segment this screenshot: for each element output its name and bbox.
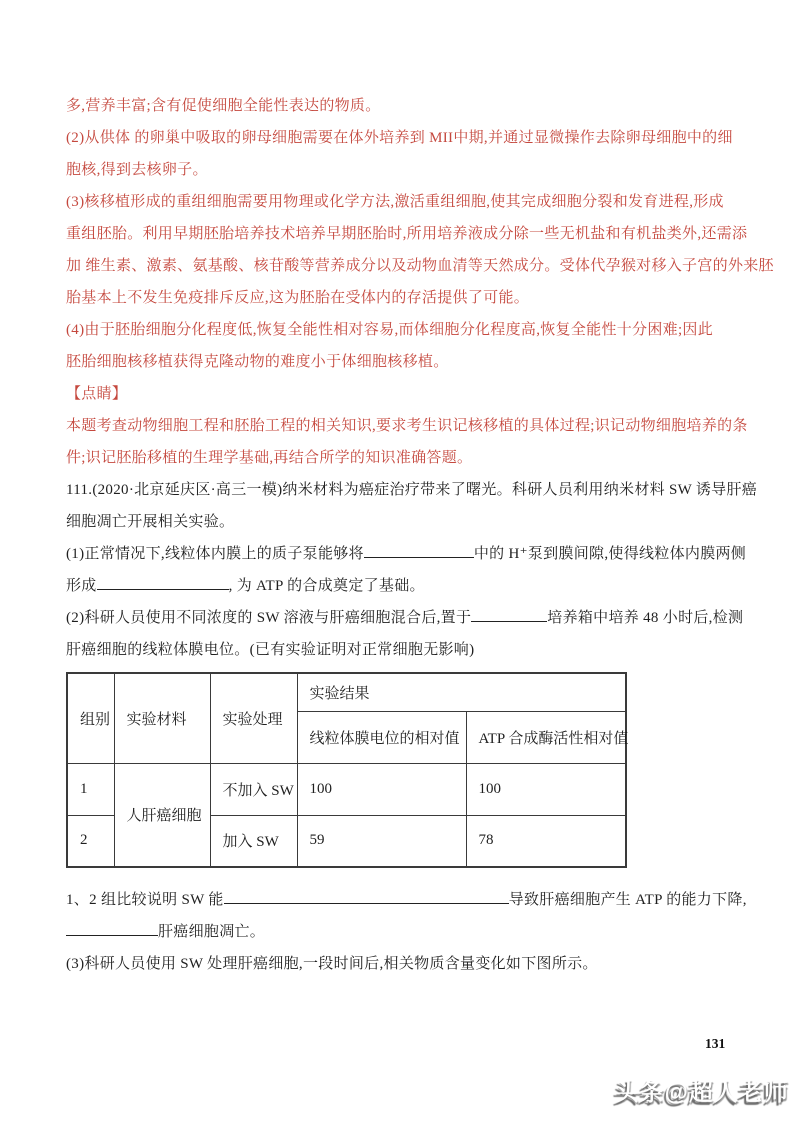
answer-line: 胞核,得到去核卵子。 [66,162,208,178]
answer-blank [364,556,474,558]
answer-line: 加 维生素、激素、氨基酸、核苷酸等营养成分以及动物血清等天然成分。受体代孕猴对移入子宫的外来胚 [66,258,774,274]
question-intro-line: 111.(2020·北京延庆区·高三一模)纳米材料为癌症治疗带来了曙光。科研人员利用纳米材料 SW 诱导肝癌 [66,482,758,498]
table-row [67,763,626,815]
conclusion-line1 [66,884,747,916]
question-part2-line2: 肝癌细胞的线粒体膜电位。(已有实验证明对正常细胞无影响) [66,642,475,658]
answer-block [66,90,774,474]
answer-line: (2)从供体 的卵巢中吸取的卵母细胞需要在体外培养到 MII中期,并通过显微操作去除卵母细胞中的细 [66,130,733,146]
cell-group: 1 [67,763,114,815]
question-part3-line: (3)科研人员使用 SW 处理肝癌细胞,一段时间后,相关物质含量变化如下图所示。 [66,956,598,972]
cell-potential: 100 [297,763,466,815]
text-segment: (2)科研人员使用不同浓度的 SW 溶液与肝癌细胞混合后,置于 [66,610,472,626]
cell-group: 2 [67,815,114,867]
cell-atp: 78 [466,815,626,867]
text-segment: 导致肝癌细胞产生 ATP 的能力下降, [508,892,747,908]
answer-line: 胎基本上不发生免疫排斥反应,这为胚胎在受体内的存活提供了可能。 [66,290,530,306]
highlight-label: 【点睛】 [66,386,128,402]
cell-material-merged: 人肝癌细胞 [114,763,210,867]
answer-line: (3)核移植形成的重组细胞需要用物理或化学方法,激活重组细胞,使其完成细胞分裂和发育进程,形成 [66,194,724,210]
answer-blank [66,934,158,936]
table-header-result: 实验结果 [297,673,626,711]
cell-potential: 59 [297,815,466,867]
question-intro-line: 细胞凋亡开展相关实验。 [66,514,235,530]
table-header-potential: 线粒体膜电位的相对值 [297,711,466,763]
table-header-atp: ATP 合成酶活性相对值 [466,711,626,763]
answer-line: 件;识记胚胎移植的生理学基础,再结合所学的知识准确答题。 [66,450,473,466]
page-number: 131 [705,1036,726,1051]
answer-line: 重组胚胎。利用早期胚胎培养技术培养早期胚胎时,所用培养液成分除一些无机盐和有机盐类外,还需添 [66,226,748,242]
experiment-table [66,672,627,868]
table-header-material: 实验材料 [114,673,210,763]
text-segment: 肝癌细胞凋亡。 [158,924,266,940]
table-header-group: 组别 [67,673,114,763]
question-111 [66,474,758,980]
cell-treatment: 加入 SW [210,815,297,867]
text-segment: 形成 [66,578,97,594]
answer-blank [97,588,229,590]
answer-blank [471,620,547,622]
question-part1-line2 [66,570,736,602]
answer-blank [224,902,509,904]
answer-line: (4)由于胚胎细胞分化程度低,恢复全能性相对容易,而体细胞分化程度高,恢复全能性十分困难;因此 [66,322,714,338]
answer-line: 胚胎细胞核移植获得克隆动物的难度小于体细胞核移植。 [66,354,449,370]
table-header-treatment: 实验处理 [210,673,297,763]
text-segment: 中的 H⁺泵到膜间隙,使得线粒体内膜两侧 [473,546,747,562]
watermark: 头条@超人老师 [614,1079,789,1106]
answer-line: 多,营养丰富;含有促使细胞全能性表达的物质。 [66,98,381,114]
text-segment: , 为 ATP 的合成奠定了基础。 [228,578,425,594]
text-segment: (1)正常情况下,线粒体内膜上的质子泵能够将 [66,546,364,562]
answer-line: 本题考查动物细胞工程和胚胎工程的相关知识,要求考生识记核移植的具体过程;识记动物细胞培养的条 [66,418,748,434]
cell-treatment: 不加入 SW [210,763,297,815]
question-part2-line1 [66,602,744,634]
cell-atp: 100 [466,763,626,815]
text-segment: 培养箱中培养 48 小时后,检测 [547,610,744,626]
question-part1-line1 [66,538,747,570]
text-segment: 1、2 组比较说明 SW 能 [66,892,224,908]
conclusion-line2 [66,916,736,948]
document-content [66,90,774,980]
